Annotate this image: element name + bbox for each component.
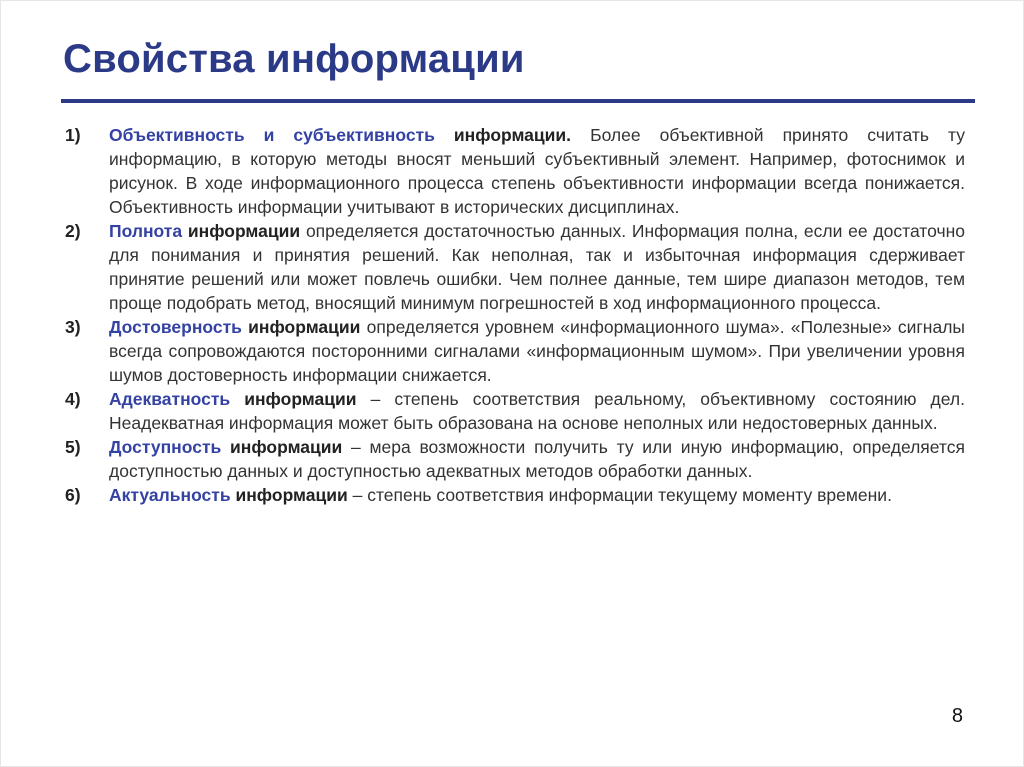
item-number: 6) (65, 485, 81, 505)
slide-title: Свойства информации (63, 37, 525, 81)
item-text: – степень соответствия информации текущему моменту времени. (347, 485, 892, 505)
item-text: определяется уровнем «информационного шума». «Полезные» сигналы всегда сопровождаются посторонними сигналами «информационным шумом». При увеличении уровня шумов достоверность информации снижается. (109, 317, 965, 385)
item-term: Полнота (109, 221, 183, 241)
item-number: 1) (65, 125, 81, 145)
item-text: определяется достаточностью данных. Информация полна, если ее достаточно для понимания и принятия решений. Как неполная, так и избыточная информация сдерживает принятие решений или может повлечь ошибки. Чем полнее данные, тем шире диапазон методов, тем проще подобрать метод, вносящий минимум погрешностей в ход информационного процесса. (109, 221, 965, 313)
list-item (65, 219, 965, 315)
item-term: Достоверность (109, 317, 242, 337)
item-text: – степень соответствия реальному, объективному состоянию дел. Неадекватная информация может быть образована на основе неполных или недостоверных данных. (109, 389, 965, 433)
list-item (65, 315, 965, 387)
item-number: 3) (65, 317, 81, 337)
properties-list (65, 123, 965, 507)
list-item (65, 123, 965, 219)
item-bold: информации (230, 485, 348, 505)
item-term: Объективность и субъективность (109, 125, 435, 145)
item-term: Актуальность (109, 485, 231, 505)
item-text: – мера возможности получить ту или иную информацию, определяется доступностью данных и доступностью адекватных методов обработки данных. (109, 437, 965, 481)
list-item (65, 435, 965, 483)
item-term: Доступность (109, 437, 222, 457)
item-number: 5) (65, 437, 81, 457)
item-text: Более объективной принято считать ту информацию, в которую методы вносят меньший субъективный элемент. Например, фотоснимок и рисунок. В ходе информационного процесса степень объективности информации всегда понижается. Объективность информации учитывают в исторических дисциплинах. (109, 125, 965, 217)
item-term: Адекватность (109, 389, 231, 409)
item-bold: информации (221, 437, 343, 457)
item-bold: информации. (434, 125, 572, 145)
list-item (65, 483, 965, 507)
list-item (65, 387, 965, 435)
item-bold: информации (230, 389, 357, 409)
item-number: 4) (65, 389, 81, 409)
item-bold: информации (241, 317, 361, 337)
item-bold: информации (182, 221, 301, 241)
title-divider (61, 99, 975, 103)
page-number: 8 (951, 705, 963, 727)
item-number: 2) (65, 221, 81, 241)
